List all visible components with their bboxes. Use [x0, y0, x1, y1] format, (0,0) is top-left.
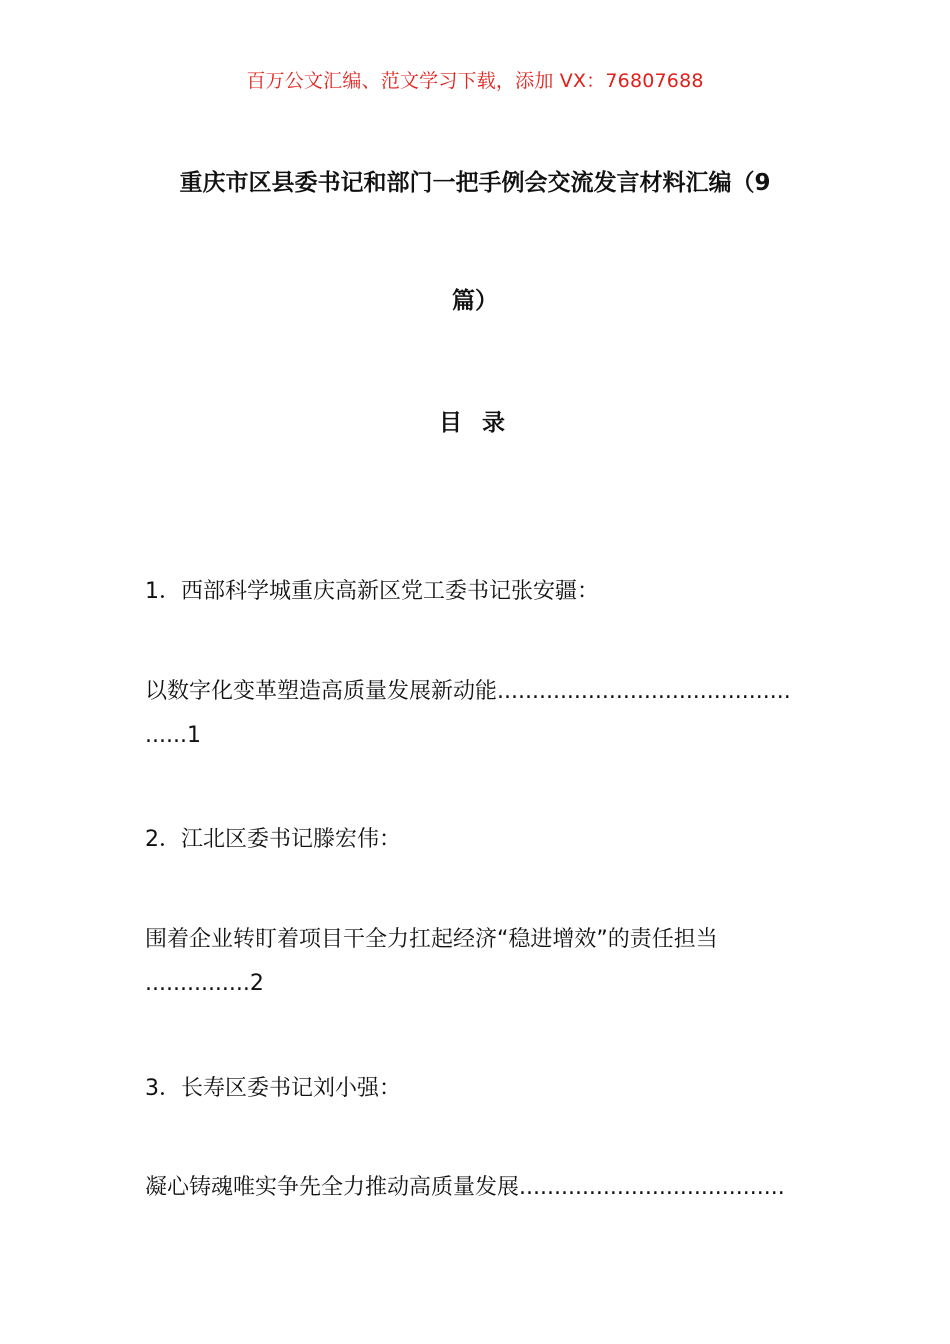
toc-entry-1-page: ......1: [145, 723, 201, 748]
toc-entry-1-title: 以数字化变革塑造高质量发展新动能..........................................: [145, 679, 791, 704]
toc-entry-2-author: 2．江北区委书记滕宏伟：: [145, 827, 401, 852]
header-contact-note: 百万公文汇编、范文学习下载，添加 VX：76807688: [246, 70, 704, 92]
toc-entry-2-page: ...............2: [145, 971, 264, 996]
toc-entry-1-author: 1．西部科学城重庆高新区党工委书记张安疆：: [145, 579, 599, 604]
document-title-line-2: 篇）: [452, 288, 498, 314]
toc-entry-2-title: 围着企业转盯着项目干全力扛起经济“稳进增效”的责任担当: [145, 927, 718, 952]
document-title-line-1: 重庆市区县委书记和部门一把手例会交流发言材料汇编（9: [179, 170, 771, 196]
toc-heading: 目 录: [438, 410, 511, 436]
toc-entry-3-author: 3．长寿区委书记刘小强：: [145, 1076, 401, 1101]
toc-entry-3-title: 凝心铸魂唯实争先全力推动高质量发展......................................: [145, 1175, 785, 1200]
